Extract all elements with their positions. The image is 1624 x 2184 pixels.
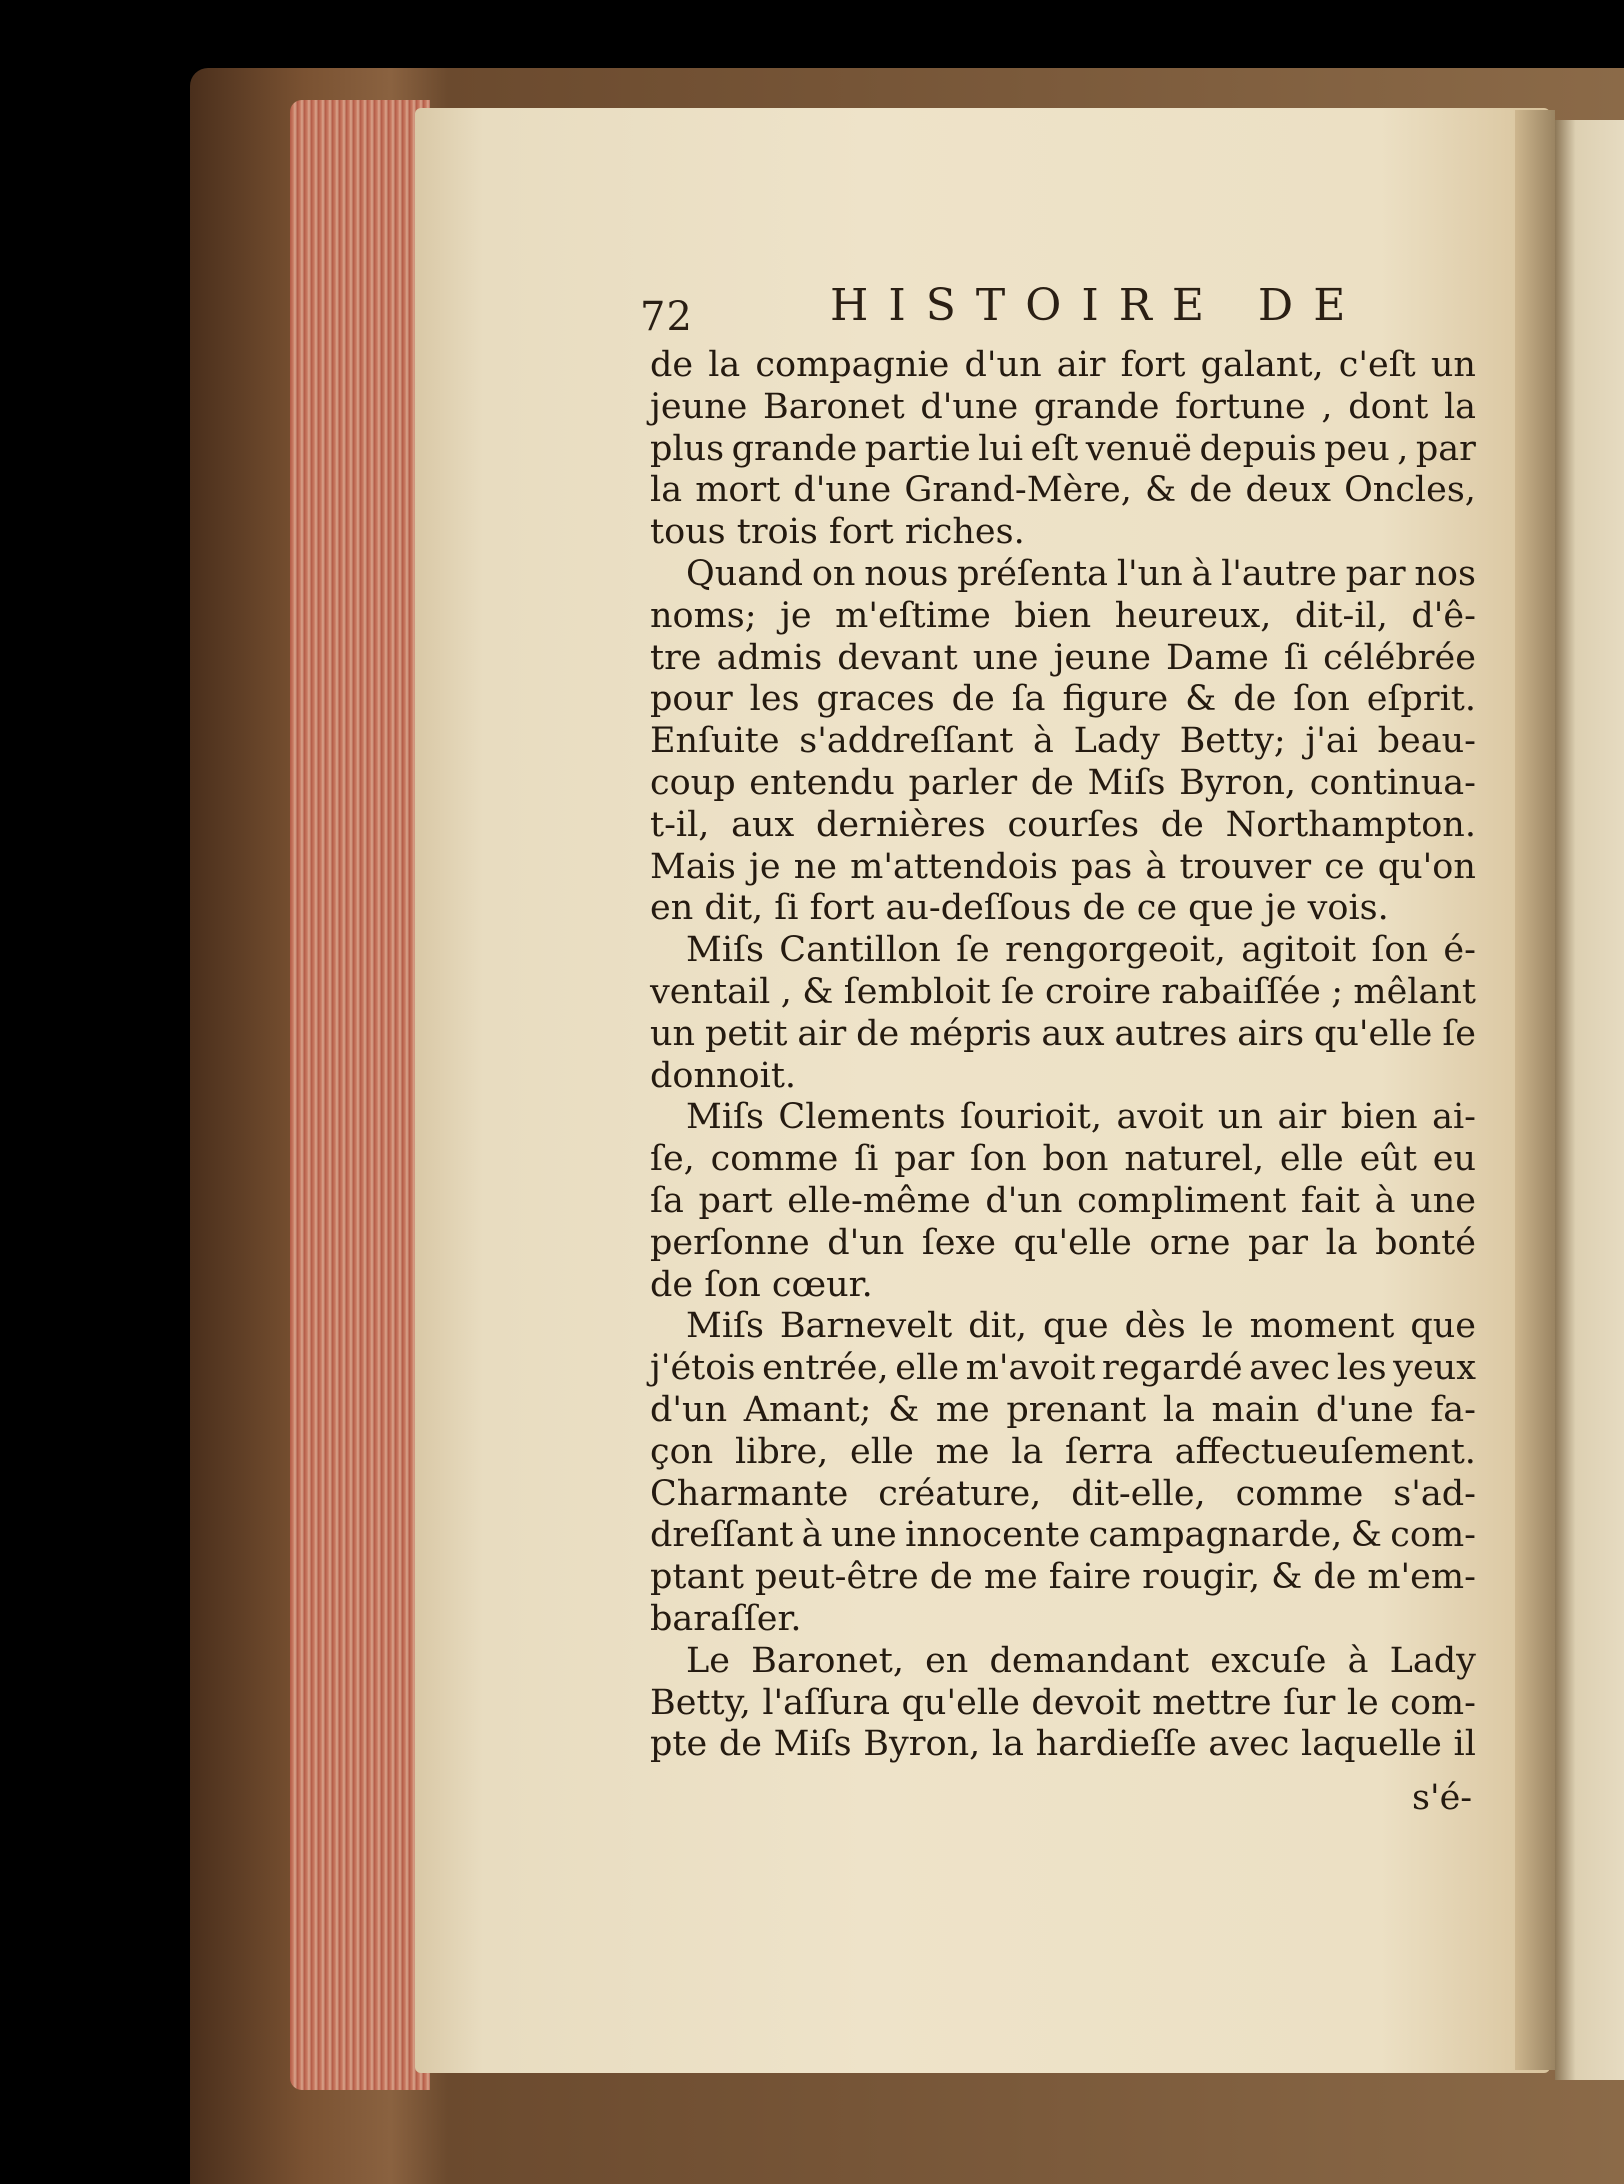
page-text bbox=[650, 345, 1476, 1766]
text-line: t-il, aux dernières courſes de Northampton. bbox=[650, 804, 1476, 845]
text-line: ſa part elle-même d'un compliment fait à une bbox=[650, 1180, 1476, 1221]
text-line: ptant peut-être de me faire rougir, & de m'em- bbox=[650, 1557, 1476, 1598]
text-line: Charmante créature, dit-elle, comme s'ad- bbox=[650, 1473, 1476, 1514]
page-gutter bbox=[1515, 110, 1555, 2070]
text-line: dreſſant à une innocente campagnarde, & com- bbox=[650, 1515, 1476, 1556]
text-line: tous trois fort riches. bbox=[650, 512, 1025, 553]
text-line: tre admis devant une jeune Dame ſi célébrée bbox=[650, 637, 1476, 678]
text-line: perſonne d'un ſexe qu'elle orne par la bonté bbox=[650, 1222, 1476, 1263]
page-edges bbox=[290, 100, 430, 2090]
text-line: Betty, l'aſſura qu'elle devoit mettre ſur le com- bbox=[650, 1682, 1476, 1723]
text-line: ventail , & ſembloit ſe croire rabaiſſée ; mêlant bbox=[650, 971, 1476, 1012]
text-line: pte de Miſs Byron, la hardieſſe avec laquelle il bbox=[650, 1724, 1476, 1765]
text-line: de ſon cœur. bbox=[650, 1264, 873, 1305]
text-line: Miſs Barnevelt dit, que dès le moment que bbox=[686, 1306, 1476, 1347]
text-line: jeune Baronet d'une grande fortune , dont la bbox=[650, 386, 1476, 427]
text-line: j'étois entrée, elle m'avoit regardé avec les yeux bbox=[650, 1348, 1476, 1389]
running-title: HISTOIRE DE bbox=[830, 280, 1366, 331]
text-line: plus grande partie lui eſt venuë depuis peu , par bbox=[650, 428, 1476, 469]
text-line: en dit, ſi fort au-deſſous de ce que je vois. bbox=[650, 888, 1389, 929]
page-number: 72 bbox=[640, 294, 693, 340]
text-line: Le Baronet, en demandant excuſe à Lady bbox=[686, 1640, 1476, 1681]
facing-page-edge bbox=[1555, 120, 1624, 2080]
text-line: coup entendu parler de Miſs Byron, continua- bbox=[650, 762, 1476, 803]
text-line: pour les graces de ſa figure & de ſon eſprit. bbox=[650, 679, 1476, 720]
text-line: donnoit. bbox=[650, 1055, 797, 1096]
text-line: çon libre, elle me la ſerra affectueuſement. bbox=[650, 1431, 1476, 1472]
text-line: Miſs Cantillon ſe rengorgeoit, agitoit ſon é- bbox=[686, 930, 1476, 971]
text-line: noms; je m'eſtime bien heureux, dit-il, d'ê- bbox=[650, 595, 1476, 636]
text-line: baraſſer. bbox=[650, 1598, 802, 1639]
text-line: Quand on nous préſenta l'un à l'autre par nos bbox=[686, 553, 1476, 594]
text-line: d'un Amant; & me prenant la main d'une fa- bbox=[650, 1389, 1476, 1430]
catchword: s'é- bbox=[1412, 1778, 1473, 1818]
text-line: la mort d'une Grand-Mère, & de deux Oncles, bbox=[650, 470, 1476, 511]
text-line: Enſuite s'addreſſant à Lady Betty; j'ai beau- bbox=[650, 721, 1476, 762]
text-line: un petit air de mépris aux autres airs qu'elle ſe bbox=[650, 1013, 1476, 1054]
page-header bbox=[640, 280, 1460, 340]
text-line: de la compagnie d'un air fort galant, c'eſt un bbox=[650, 345, 1476, 385]
text-line: ſe, comme ſi par ſon bon naturel, elle eût eu bbox=[650, 1139, 1476, 1180]
text-line: Mais je ne m'attendois pas à trouver ce qu'on bbox=[650, 846, 1476, 887]
text-line: Miſs Clements ſourioit, avoit un air bien ai- bbox=[686, 1097, 1476, 1138]
